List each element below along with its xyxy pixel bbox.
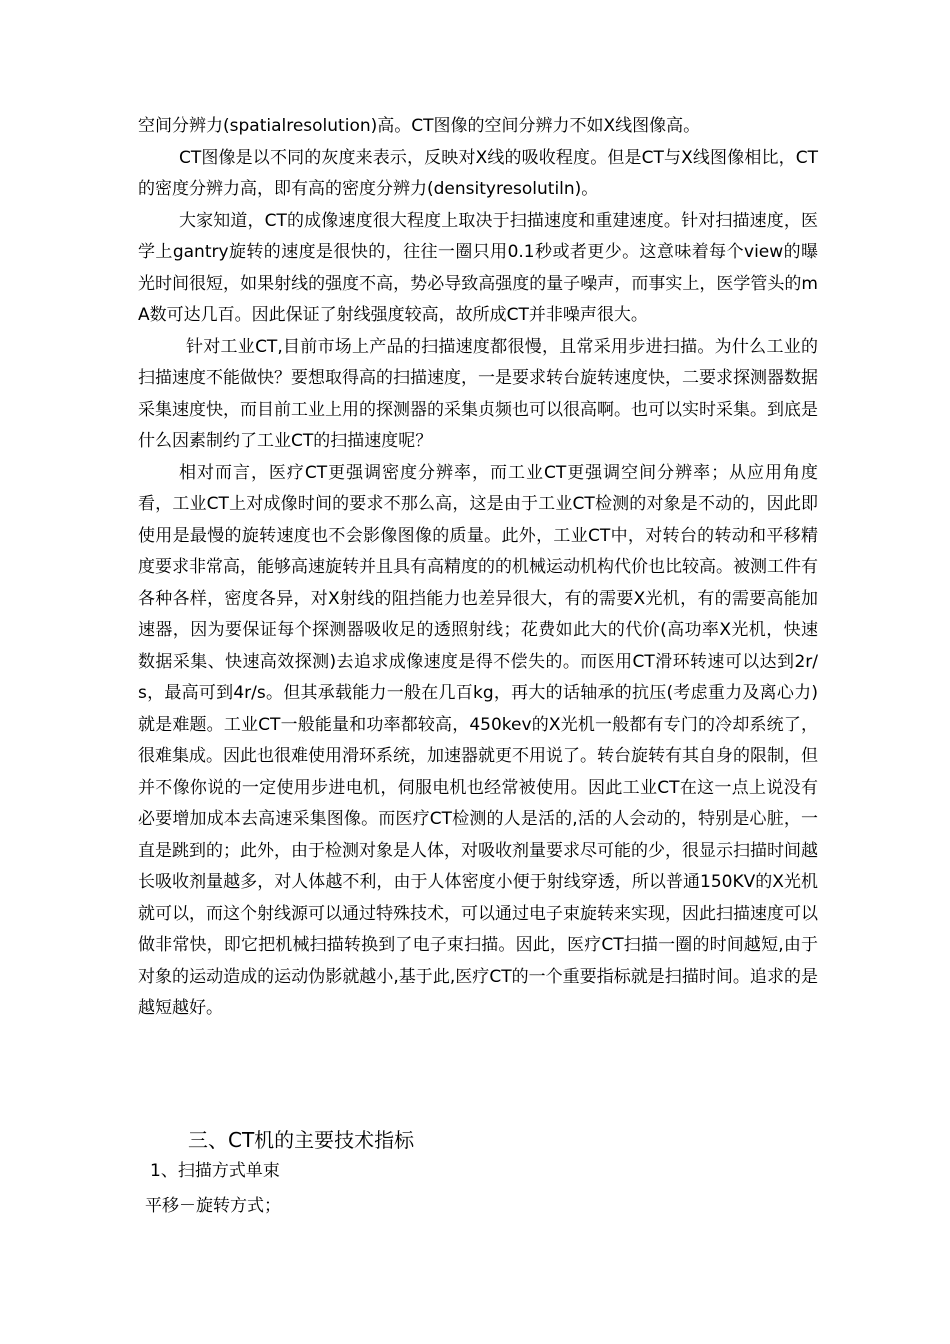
body-text xyxy=(138,111,818,1025)
list-item-scan-mode: 1、扫描方式单束 xyxy=(150,1161,280,1181)
list-item-translate-rotate: 平移－旋转方式； xyxy=(145,1196,281,1216)
paragraph-spatial-resolution: 空间分辨力(spatialresolution)高。CT图像的空间分辨力不如X线图像高。 xyxy=(138,116,701,136)
section-heading: 三、CT机的主要技术指标 xyxy=(188,1128,415,1152)
paragraph-imaging-speed: 大家知道，CT的成像速度很大程度上取决于扫描速度和重建速度。针对扫描速度，医学上gantry旋转的速度是很快的，往往一圈只用0.1秒或者更少。这意味着每个view的曝光时间很短，如果射线的强度不高，势必导致高强度的量子噪声，而事实上，医学管头的mA数可达几百。因此保证了射线强度较高，故所成CT并非噪声很大。 xyxy=(138,210,818,325)
paragraph-density-resolution: CT图像是以不同的灰度来表示，反映对X线的吸收程度。但是CT与X线图像相比，CT的密度分辨力高，即有高的密度分辨力(densityresolutiln)。 xyxy=(138,147,818,199)
paragraph-industrial-ct-question: 针对工业CT,目前市场上产品的扫描速度都很慢，且常采用步进扫描。为什么工业的扫描速度不能做快？要想取得高的扫描速度，一是要求转台旋转速度快，二要求探测器数据采集速度快，而目前工业上用的探测器的采集贞频也可以很高啊。也可以实时采集。到底是什么因素制约了工业CT的扫描速度呢？ xyxy=(138,336,818,451)
paragraph-medical-vs-industrial: 相对而言，医疗CT更强调密度分辨率，而工业CT更强调空间分辨率；从应用角度看，工业CT上对成像时间的要求不那么高，这是由于工业CT检测的对象是不动的，因此即使用是最慢的旋转速度也不会影像图像的质量。此外，工业CT中，对转台的转动和平移精度要求非常高，能够高速旋转并且具有高精度的的机械运动机构代价也比较高。被测工件有各种各样，密度各异，对X射线的阻挡能力也差异很大，有的需要X光机，有的需要高能加速器，因为要保证每个探测器吸收足的透照射线；花费如此大的代价(高功率X光机，快速数据采集、快速高效探测)去追求成像速度是得不偿失的。而医用CT滑环转速可以达到2r/s，最高可到4r/s。但其承载能力一般在几百kg，再大的话轴承的抗压(考虑重力及离心力)就是难题。工业CT一般能量和功率都较高，450kev的X光机一般都有专门的冷却系统了，很难集成。因此也很难使用滑环系统，加速器就更不用说了。转台旋转有其自身的限制，但并不像你说的一定使用步进电机，伺服电机也经常被使用。因此工业CT在这一点上说没有必要增加成本去高速采集图像。而医疗CT检测的人是活的,活的人会动的，特别是心脏，一直是跳到的；此外，由于检测对象是人体，对吸收剂量要求尽可能的少，很显示扫描时间越长吸收剂量越多，对人体越不利，由于人体密度小便于射线穿透，所以普通150KV的X光机就可以，而这个射线源可以通过特殊技术，可以通过电子束旋转来实现，因此扫描速度可以做非常快，即它把机械扫描转换到了电子束扫描。因此，医疗CT扫描一圈的时间越短,由于对象的运动造成的运动伪影就越小,基于此,医疗CT的一个重要指标就是扫描时间。追求的是越短越好。 xyxy=(138,462,818,1018)
